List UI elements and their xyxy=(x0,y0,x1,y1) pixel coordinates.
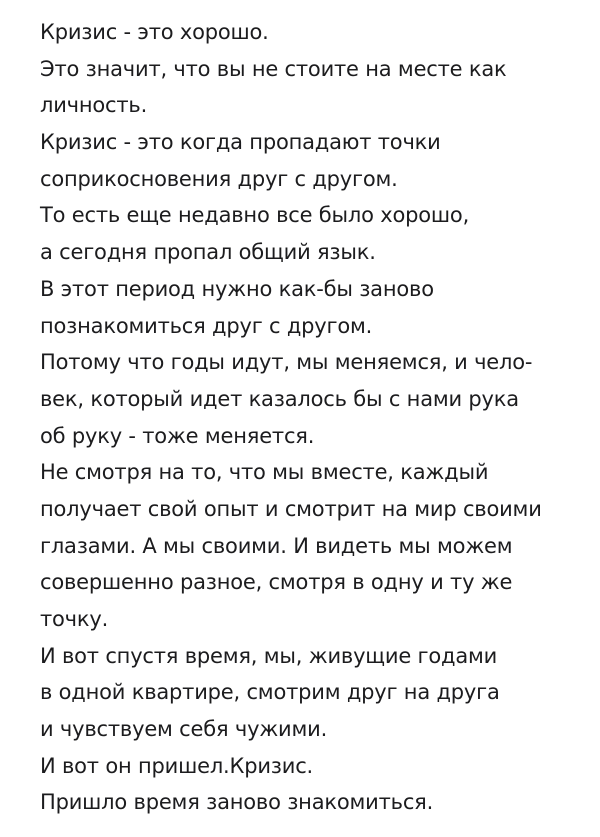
note-line: Потому что годы идут, мы меняемся, и чело- xyxy=(40,350,533,375)
note-line: Кризис - это хорошо. xyxy=(40,20,269,44)
note-line: совершенно разное, смотря в одну и ту же xyxy=(40,570,513,595)
note-line: Не смотря на то, что мы вместе, каждый xyxy=(40,460,489,485)
note-line: и чувствуем себя чужими. xyxy=(40,717,328,742)
note-line: И вот он пришел.Кризис. xyxy=(40,753,314,778)
note-line: получает свой опыт и смотрит на мир своими xyxy=(40,496,542,521)
note-text-body xyxy=(40,14,590,821)
note-line: об руку - тоже меняется. xyxy=(40,423,315,448)
note-line: а сегодня пропал общий язык. xyxy=(40,240,376,265)
note-line: Кризис - это когда пропадают точки xyxy=(40,130,441,155)
note-line: В этот период нужно как-бы заново xyxy=(40,276,434,301)
note-line: соприкосновения друг с другом. xyxy=(40,166,398,191)
note-line: глазами. А мы своими. И видеть мы можем xyxy=(40,533,513,558)
note-line: точку. xyxy=(40,607,109,631)
note-line: в одной квартире, смотрим друг на друга xyxy=(40,680,500,705)
note-line: То есть еще недавно все было хорошо, xyxy=(40,203,470,228)
note-line: Это значит, что вы не стоите на месте как xyxy=(40,56,507,81)
note-line: познакомиться друг с другом. xyxy=(40,313,373,338)
note-line: Пришло время заново знакомиться. xyxy=(40,790,434,815)
note-line: личность. xyxy=(40,93,148,118)
note-line: И вот спустя время, мы, живущие годами xyxy=(40,643,498,668)
note-line: век, который идет казалось бы с нами рука xyxy=(40,386,519,411)
